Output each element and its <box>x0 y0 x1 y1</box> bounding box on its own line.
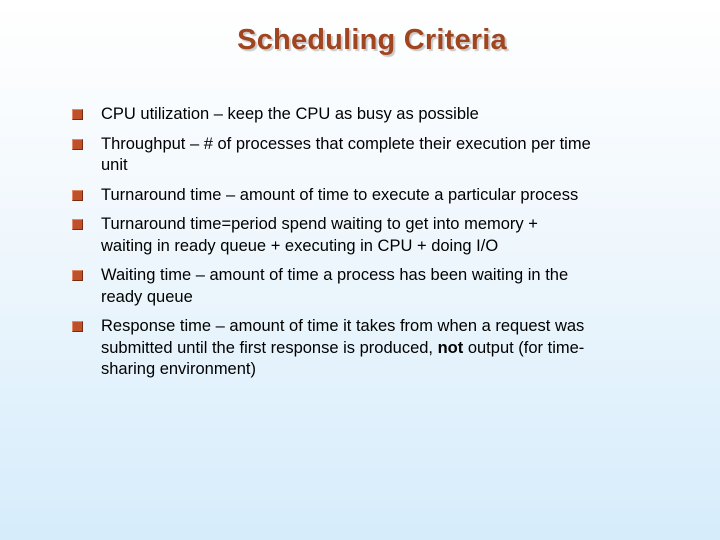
bullet-text: Turnaround time=period spend waiting to get into memory + waiting in ready queue + executing in CPU + doing I/O <box>101 215 538 255</box>
bullet-item <box>72 265 592 308</box>
slide-title: Scheduling Criteria <box>237 24 507 56</box>
square-bullet-icon <box>72 321 83 332</box>
bullet-item <box>72 134 592 177</box>
bullet-bold-text: not <box>437 338 464 357</box>
bullet-text-part: output (for time-sharing environment) <box>101 338 585 378</box>
bullet-text: Waiting time – amount of time a process has been waiting in the ready queue <box>101 266 569 306</box>
square-bullet-icon <box>72 139 83 150</box>
bullet-item <box>72 316 592 381</box>
square-bullet-icon <box>72 270 83 281</box>
square-bullet-icon <box>72 109 83 120</box>
bullet-text-part: Response time – amount of time it takes from when a request was submitted until the first response is produced, <box>101 317 585 357</box>
bullet-list <box>72 104 592 381</box>
square-bullet-icon <box>72 219 83 230</box>
bullet-item <box>72 185 592 207</box>
bullet-text: Throughput – # of processes that complete their execution per time unit <box>101 134 591 174</box>
bullet-text: CPU utilization – keep the CPU as busy as possible <box>101 105 479 123</box>
bullet-item <box>72 214 592 257</box>
square-bullet-icon <box>72 190 83 201</box>
bullet-text: Turnaround time – amount of time to execute a particular process <box>101 185 579 204</box>
bullet-item <box>72 104 592 126</box>
